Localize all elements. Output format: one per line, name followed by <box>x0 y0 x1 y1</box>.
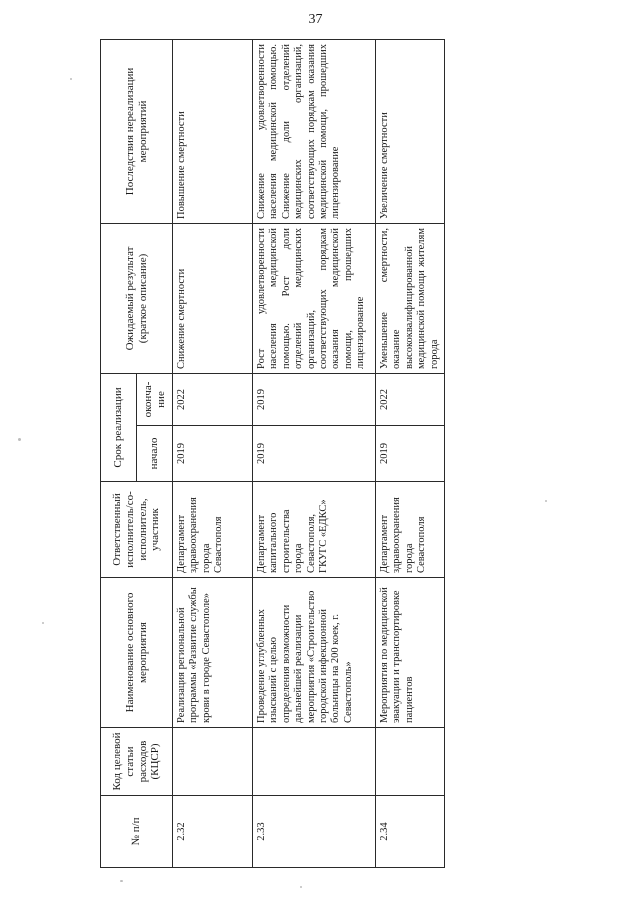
header-num: № п/п <box>101 796 173 868</box>
header-row <box>101 39 137 867</box>
row-executor: Департамент здравоохранения города Севастополя <box>376 482 445 578</box>
row-code <box>253 728 376 796</box>
scan-speck <box>300 886 302 888</box>
row-num: 2.34 <box>376 796 445 868</box>
scan-speck <box>70 78 72 80</box>
row-name: Реализация региональной программы «Развитие службы крови в городе Севастополе» <box>173 578 253 728</box>
header-result: Ожидаемый результат (краткое описание) <box>101 223 173 373</box>
header-end: оконча-ние <box>137 373 173 425</box>
activities-table <box>100 39 445 868</box>
table-row <box>376 39 445 867</box>
row-num: 2.33 <box>253 796 376 868</box>
table-row <box>253 39 376 867</box>
header-name: Наименование основного мероприятия <box>101 578 173 728</box>
row-consequences: Увеличение смертности <box>376 39 445 223</box>
scan-speck <box>42 622 44 624</box>
scan-speck <box>545 500 547 502</box>
page-number: 37 <box>308 12 323 27</box>
row-executor: Департамент капитального строительства города Севастополя, ГКУГС «ЕДКС» <box>253 482 376 578</box>
row-start: 2019 <box>173 426 253 482</box>
row-start: 2019 <box>253 426 376 482</box>
header-start: начало <box>137 426 173 482</box>
row-result: Уменьшение смертности, оказание высококвалифицированной медицинской помощи жителям города <box>376 223 445 373</box>
row-end: 2022 <box>173 373 253 425</box>
row-executor: Департамент здравоохранения города Севастополя <box>173 482 253 578</box>
row-name: Проведение углубленных изысканий с целью определения возможности дальнейшей реализации мероприятия «Строительство городской инфекционной больницы на 200 коек, г. Севастополь» <box>253 578 376 728</box>
row-start: 2019 <box>376 426 445 482</box>
scan-speck <box>120 880 123 882</box>
row-name: Мероприятия по медицинской эвакуации и транспортировке пациентов <box>376 578 445 728</box>
header-executor: Ответственный исполнитель/со-исполнитель, участник <box>101 482 173 578</box>
row-code <box>376 728 445 796</box>
row-result: Рост удовлетворенности населения медицинской помощью. Рост доли отделений медицинских организаций, соответствующих порядкам оказания медицинской помощи, прошедших лицензирование <box>253 223 376 373</box>
row-result: Снижение смертности <box>173 223 253 373</box>
table-row <box>173 39 253 867</box>
row-end: 2022 <box>376 373 445 425</box>
row-num: 2.32 <box>173 796 253 868</box>
rotated-table-container <box>100 40 442 868</box>
row-code <box>173 728 253 796</box>
header-code: Код целевой статьи расходов (КЦСР) <box>101 728 173 796</box>
row-end: 2019 <box>253 373 376 425</box>
row-consequences: Снижение удовлетворенности населения медицинской помощью. Снижение доли отделений медицинских организаций, соответствующих порядкам оказания медицинской помощи, прошедших лицензирование <box>253 39 376 223</box>
row-consequences: Повышение смертности <box>173 39 253 223</box>
scan-speck <box>18 438 21 441</box>
header-term: Срок реализации <box>101 373 137 481</box>
header-consequences: Последствия нереализации мероприятий <box>101 39 173 223</box>
